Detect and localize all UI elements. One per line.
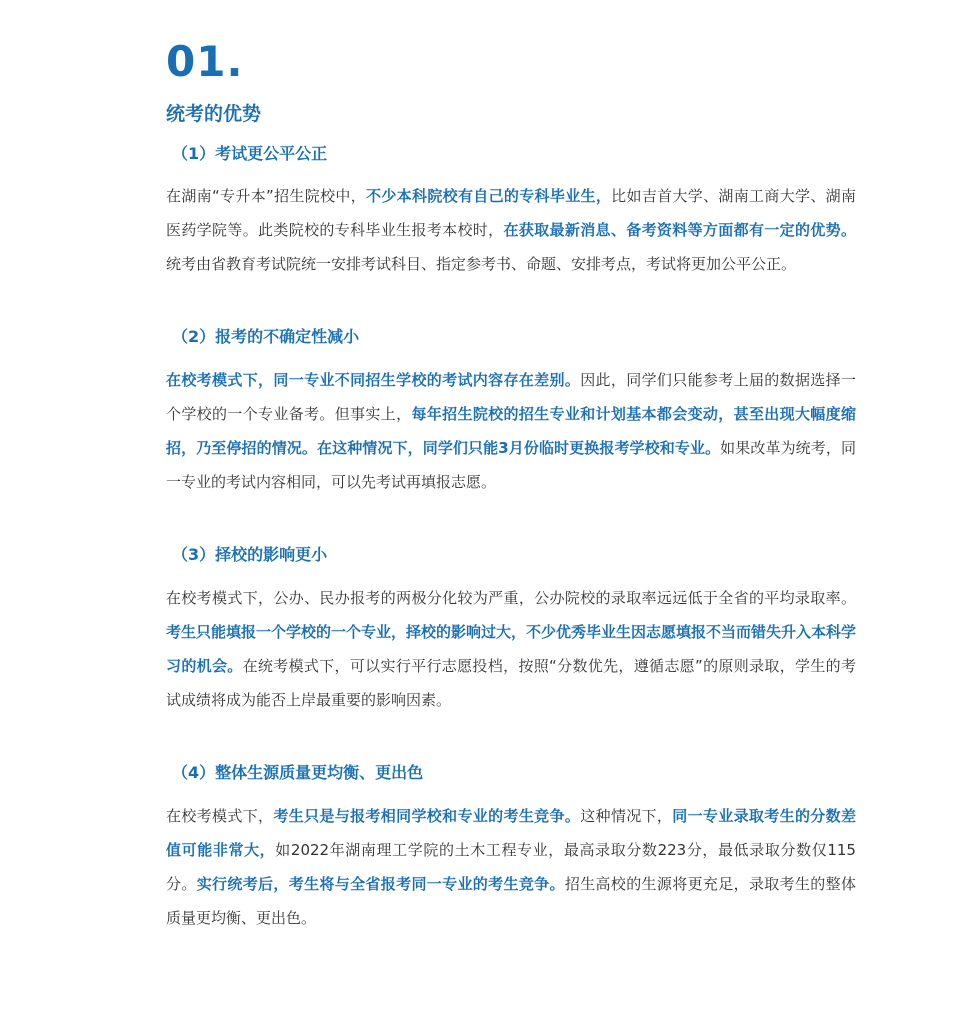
text-segment: 因此，同学们只能参考上届的数据选择一个学校的一个专业备考。但事实上， <box>166 371 856 423</box>
item-title-1: （1）考试更公平公正 <box>172 144 328 163</box>
text-segment: 如果改革为统考，同一专业的考试内容相同，可以先考试再填报志愿。 <box>166 439 856 491</box>
text-segment: 招生高校的生源将更充足，录取考生的整体质量更均衡、更出色。 <box>166 875 856 927</box>
text-segment: 如2022年湖南理工学院的土木工程专业，最高录取分数223分，最低录取分数仅115分。 <box>166 841 856 893</box>
item-block-4 <box>166 761 856 935</box>
text-segment: 统考由省教育考试院统一安排考试科目、指定参考书、命题、安排考点，考试将更加公平公正。 <box>166 255 797 273</box>
text-segment: 在湖南“专升本”招生院校中， <box>166 187 367 205</box>
highlight-segment: 同一专业录取考生的分数差值可能非常大， <box>166 807 856 859</box>
item-title-4: （4）整体生源质量更均衡、更出色 <box>172 763 424 782</box>
item-block-1 <box>166 142 856 281</box>
item-paragraph-3 <box>166 581 856 717</box>
text-segment: 比如吉首大学、湖南工商大学、湖南医药学院等。此类院校的专科毕业生报考本校时， <box>166 187 856 239</box>
item-paragraph-4 <box>166 799 856 935</box>
item-paragraph-2 <box>166 363 856 499</box>
section-title: 统考的优势 <box>166 103 262 125</box>
text-segment: 在统考模式下，可以实行平行志愿投档，按照“分数优先，遵循志愿”的原则录取，学生的考试成绩将成为能否上岸最重要的影响因素。 <box>166 657 856 709</box>
item-block-2 <box>166 325 856 499</box>
text-segment: 在校考模式下， <box>166 807 274 825</box>
highlight-segment: 在获取最新消息、备考资料等方面都有一定的优势。 <box>503 221 856 239</box>
item-title-2: （2）报考的不确定性减小 <box>172 327 360 346</box>
highlight-segment: 每年招生院校的招生专业和计划基本都会变动，甚至出现大幅度缩招，乃至停招的情况。在这种情况下，同学们只能3月份临时更换报考学校和专业。 <box>166 405 856 457</box>
highlight-segment: 不少本科院校有自己的专科毕业生， <box>366 187 612 205</box>
item-paragraph-1 <box>166 179 856 281</box>
article <box>166 36 856 935</box>
highlight-segment: 考生只能填报一个学校的一个专业，择校的影响过大，不少优秀毕业生因志愿填报不当而错失升入本科学习的机会。 <box>166 623 857 675</box>
text-segment: 这种情况下， <box>580 807 673 825</box>
highlight-segment: 在校考模式下，同一专业不同招生学校的考试内容存在差别。 <box>166 371 581 389</box>
item-block-3 <box>166 543 856 717</box>
item-title-3: （3）择校的影响更小 <box>172 545 328 564</box>
text-segment: 在校考模式下，公办、民办报考的两极分化较为严重，公办院校的录取率远远低于全省的平均录取率。 <box>166 589 856 607</box>
section-number: 01. <box>166 37 244 86</box>
highlight-segment: 考生只是与报考相同学校和专业的考生竞争。 <box>273 807 581 825</box>
highlight-segment: 实行统考后，考生将与全省报考同一专业的考生竞争。 <box>196 875 565 893</box>
